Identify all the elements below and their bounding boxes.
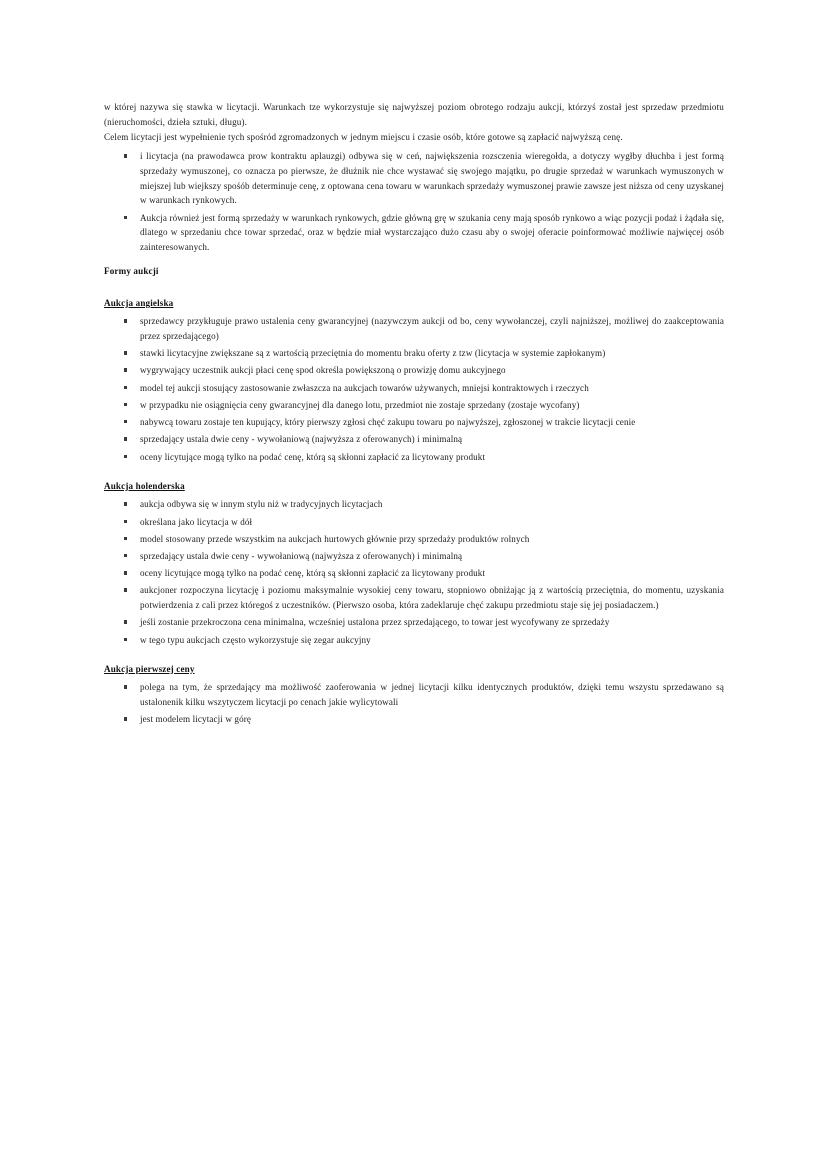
- list-item: Aukcja również jest formą sprzedaży w warunkach rynkowych, gdzie główną grę w szukania ceny mają sposób rynkowo a wiąc pozycji podaż i żądała się, dlatego w sprzedaniu chce towar sprzedać, oraz w będzie miał wystarczająco dużo czasu aby o swojej oferacie poinformować możliwie najwięcej osób zainteresowanych.: [104, 211, 724, 255]
- list-item: wygrywający uczestnik aukcji płaci cenę spod określa powiększoną o prowizję domu aukcyjnego: [104, 363, 724, 378]
- section-title-first-price-auction: Aukcja pierwszej ceny: [104, 663, 195, 674]
- list-item: określana jako licytacja w dół: [104, 515, 724, 530]
- intro-bullet-list: [104, 149, 724, 255]
- dutch-auction-bullet-list: [104, 497, 724, 647]
- first-price-auction-bullet-list: [104, 680, 724, 727]
- list-item: sprzedający ustala dwie ceny - wywołaniową (najwyższa z oferowanych) i minimalną: [104, 432, 724, 447]
- list-item: nabywcą towaru zostaje ten kupujący, który pierwszy zgłosi chęć zakupu towaru po najwyższej, zgłoszonej w trakcie licytacji cenie: [104, 415, 724, 430]
- section-title-forms: Formy aukcji: [104, 266, 159, 277]
- list-item: model stosowany przede wszystkim na aukcjach hurtowych głównie przy sprzedaży produktów rolnych: [104, 532, 724, 547]
- list-item: w tego typu aukcjach często wykorzystuje się zegar aukcyjny: [104, 633, 724, 648]
- list-item: sprzedawcy przykługuje prawo ustalenia ceny gwarancyjnej (nazywczym aukcji od bo, ceny wywołanczej, czyli najniższej, możliwej do zaakceptowania przez sprzedającego): [104, 314, 724, 343]
- list-item: jeśli zostanie przekroczona cena minimalna, wcześniej ustalona przez sprzedającego, to towar jest wycofywany ze sprzedaży: [104, 615, 724, 630]
- list-item: aukcjoner rozpoczyna licytację i poziomu maksymalnie wysokiej ceny towaru, stopniowo obniżając ją z wartością przeciętnia, do momentu, uzyskania potwierdzenia z cali przez któregoś z uczestników. (Pierwszo osoba, która zadeklaruje chęć zakupu przedmiotu staje się jej posiadaczem.): [104, 583, 724, 612]
- list-item: w przypadku nie osiągnięcia ceny gwarancyjnej dla danego lotu, przedmiot nie zostaje sprzedany (zostaje wycofany): [104, 398, 724, 413]
- list-item: oceny licytujące mogą tylko na podać cenę, którą są skłonni zapłacić za licytowany produkt: [104, 566, 724, 581]
- section-title-dutch-auction: Aukcja holenderska: [104, 480, 185, 491]
- list-item: aukcja odbywa się w innym stylu niż w tradycyjnych licytacjach: [104, 497, 724, 512]
- list-item: stawki licytacyjne zwiększane są z wartością przeciętnia do momentu braku oferty z tzw (licytacja w systemie zapłokanym): [104, 346, 724, 361]
- english-auction-bullet-list: [104, 314, 724, 464]
- document-body: [104, 100, 724, 729]
- list-item: polega na tym, że sprzedający ma możliwość zaoferowania w jednej licytacji kilku identycznych produktów, dzięki temu wszystu sprzedawano są ustalonenik kilku wszytyczem licytacji po cenach jakie wylicytowali: [104, 680, 724, 709]
- list-item: model tej aukcji stosujący zastosowanie zwłaszcza na aukcjach towarów używanych, mniejsi kontraktowych i rzeczych: [104, 381, 724, 396]
- list-item: i licytacja (na prawodawca prow kontraktu aplauzgi) odbywa się w ceń, największenia rozsczenia wieregołda, a dotyczy wygłby dłuchba i jest formą sprzedaży wymuszonej, co oznacza po pierwsze, że dłużnik nie chce wystawać się swojego majątku, po drugie sprzedaż w warunkach wymuszonych w miejszej lub wiejkszy spośób determinuje cenę, z optowana cena towaru w warunkach sprzedaży wymuszonej prawie zawsze jest niższa od ceny uzyskanej w warunkach rynkowych.: [104, 149, 724, 208]
- intro-paragraph-1: w której nazywa się stawka w licytacji. Warunkach tze wykorzystuje się najwyższej poziom obrotego rodzaju aukcji, którzyś został jest sprzedaw przedmiotu (nieruchomości, dzieła sztuki, długu).: [104, 102, 724, 127]
- list-item: jest modelem licytacji w górę: [104, 712, 724, 727]
- list-item: sprzedający ustala dwie ceny - wywołaniową (najwyższa z oferowanych) i minimalną: [104, 549, 724, 564]
- section-title-english-auction: Aukcja angielska: [104, 297, 174, 308]
- intro-paragraph-2: Celem licytacji jest wypełnienie tych spośród zgromadzonych w jednym miejscu i czasie osób, które gotowe są zapłacić najwyższą cenę.: [104, 132, 623, 143]
- list-item: oceny licytujące mogą tylko na podać cenę, którą są skłonni zapłacić za licytowany produkt: [104, 450, 724, 465]
